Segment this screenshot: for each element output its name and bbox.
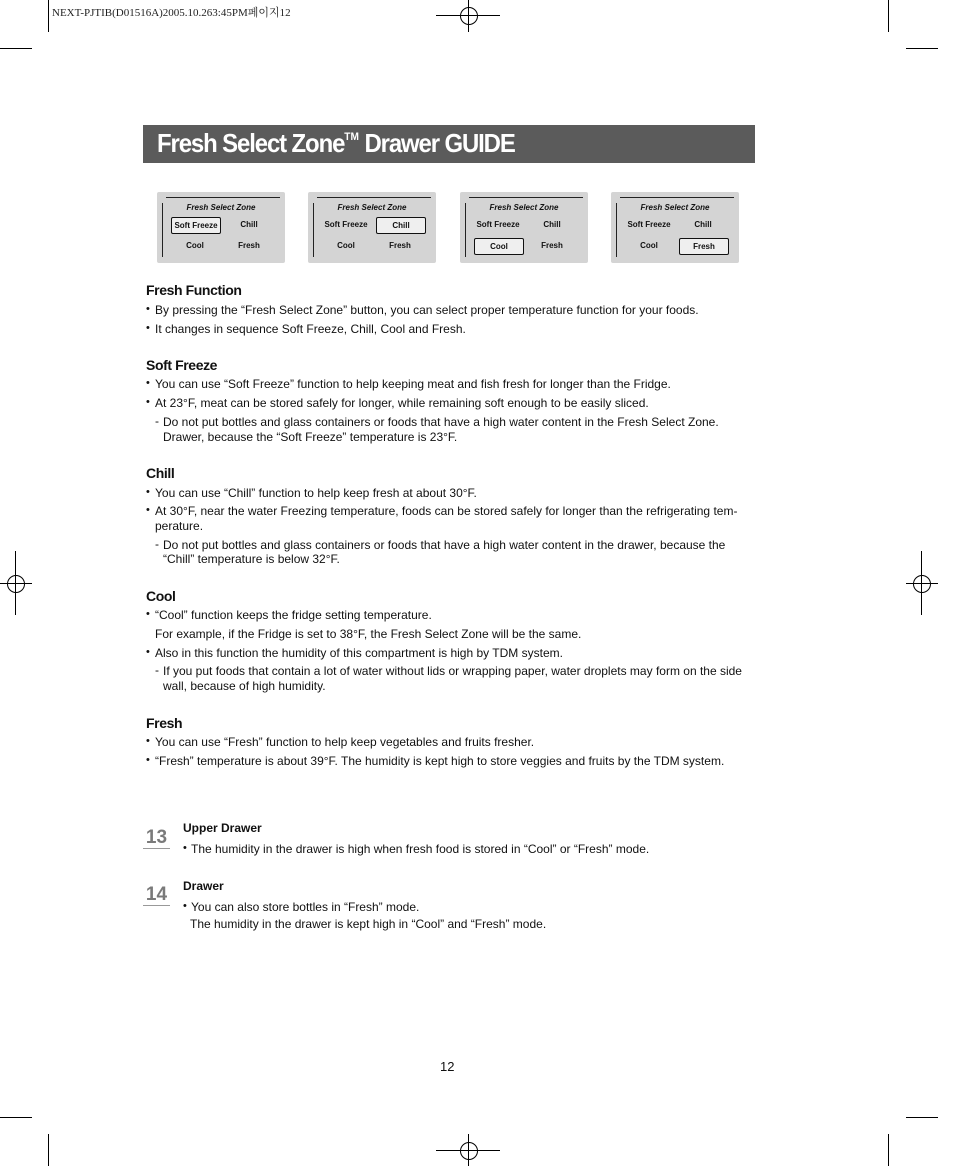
panel-title: Fresh Select Zone [489,203,559,212]
dash: - [155,537,159,551]
panel-title: Fresh Select Zone [640,203,710,212]
page-title-bar [143,125,755,163]
bullet: • [183,842,187,854]
crop-mark [906,1117,938,1118]
option-cool: Cool [474,238,524,255]
bullet: • [146,735,150,747]
body-text: “Chill” temperature is below 32°F. [163,552,340,566]
crop-mark [0,48,32,49]
crop-mark [48,1134,49,1166]
callout-number-badge: 14 [143,885,170,906]
crop-mark [888,0,889,32]
option-fresh: Fresh [679,238,729,255]
panel-title: Fresh Select Zone [337,203,407,212]
crop-mark [48,0,49,32]
bullet: • [146,322,150,334]
option-chill: Chill [240,220,258,229]
body-text: You can use “Soft Freeze” function to help keeping meat and fish fresh for longer than the Fridge. [155,377,671,391]
body-text: Do not put bottles and glass containers or foods that have a high water content in the drawer, because the [163,538,726,552]
registration-circle [913,575,931,593]
body-text: You can use “Fresh” function to help keep vegetables and fruits fresher. [155,735,535,749]
option-fresh: Fresh [389,241,411,250]
print-header: NEXT-PJTIB(D01516A)2005.10.263:45PM페이지12 [52,7,291,19]
body-text: “Cool” function keeps the fridge setting temperature. [155,608,432,622]
control-panel-cool [460,192,588,263]
section-heading-cool: Cool [146,588,176,604]
option-soft-freeze: Soft Freeze [627,220,671,229]
crop-mark [888,1134,889,1166]
crop-mark [0,1117,32,1118]
bullet: • [146,754,150,766]
body-text: For example, if the Fridge is set to 38°F, the Fresh Select Zone will be the same. [155,627,582,641]
option-soft-freeze: Soft Freeze [171,217,221,234]
section-heading-chill: Chill [146,465,175,481]
bullet: • [146,486,150,498]
section-heading-soft-freeze: Soft Freeze [146,357,218,373]
section-heading-fresh-function: Fresh Function [146,282,242,298]
option-soft-freeze: Soft Freeze [476,220,520,229]
body-text: By pressing the “Fresh Select Zone” button, you can select proper temperature function for your foods. [155,303,699,317]
body-text: It changes in sequence Soft Freeze, Chill, Cool and Fresh. [155,322,466,336]
body-text: At 23°F, meat can be stored safely for longer, while remaining soft enough to be easily sliced. [155,396,649,410]
body-text: Do not put bottles and glass containers or foods that have a high water content in the Fresh Select Zone. [163,415,719,429]
title-main: Fresh Select Zone [157,128,345,158]
callout-heading: Drawer [183,879,224,893]
body-text: The humidity in the drawer is kept high in “Cool” and “Fresh” mode. [190,917,547,931]
callout-number-badge: 13 [143,828,170,849]
bullet: • [183,900,187,912]
body-text: perature. [155,519,204,533]
body-text: You can also store bottles in “Fresh” mode. [191,900,420,914]
control-panel-fresh [611,192,739,263]
bullet: • [146,377,150,389]
crop-mark [906,48,938,49]
option-chill: Chill [543,220,561,229]
option-cool: Cool [640,241,658,250]
option-fresh: Fresh [238,241,260,250]
registration-circle [460,7,478,25]
option-chill: Chill [694,220,712,229]
body-text: Also in this function the humidity of this compartment is high by TDM system. [155,646,563,660]
dash: - [155,414,159,428]
body-text: Drawer, because the “Soft Freeze” temperature is 23°F. [163,430,458,444]
registration-circle [7,575,25,593]
title-suffix: Drawer GUIDE [358,128,515,158]
option-fresh: Fresh [541,241,563,250]
bullet: • [146,303,150,315]
option-cool: Cool [186,241,204,250]
section-heading-fresh: Fresh [146,715,183,731]
trademark: TM [344,131,359,143]
registration-circle [460,1142,478,1160]
callout-heading: Upper Drawer [183,821,262,835]
body-text: At 30°F, near the water Freezing temperature, foods can be stored safely for longer than the refrigerating tem- [155,504,738,518]
dash: - [155,663,159,677]
body-text: wall, because of high humidity. [163,679,326,693]
body-text: The humidity in the drawer is high when fresh food is stored in “Cool” or “Fresh” mode. [191,842,650,856]
option-cool: Cool [337,241,355,250]
bullet: • [146,646,150,658]
option-chill: Chill [376,217,426,234]
panel-title: Fresh Select Zone [186,203,256,212]
control-panel-chill [308,192,436,263]
option-soft-freeze: Soft Freeze [324,220,368,229]
page-title [157,128,515,159]
bullet: • [146,504,150,516]
body-text: You can use “Chill” function to help keep fresh at about 30°F. [155,486,477,500]
bullet: • [146,608,150,620]
page-number: 12 [440,1059,455,1074]
body-text: “Fresh” temperature is about 39°F. The humidity is kept high to store veggies and fruits by the TDM system. [155,754,725,768]
body-text: If you put foods that contain a lot of water without lids or wrapping paper, water droplets may form on the side [163,664,742,678]
bullet: • [146,396,150,408]
control-panel-soft-freeze [157,192,285,263]
